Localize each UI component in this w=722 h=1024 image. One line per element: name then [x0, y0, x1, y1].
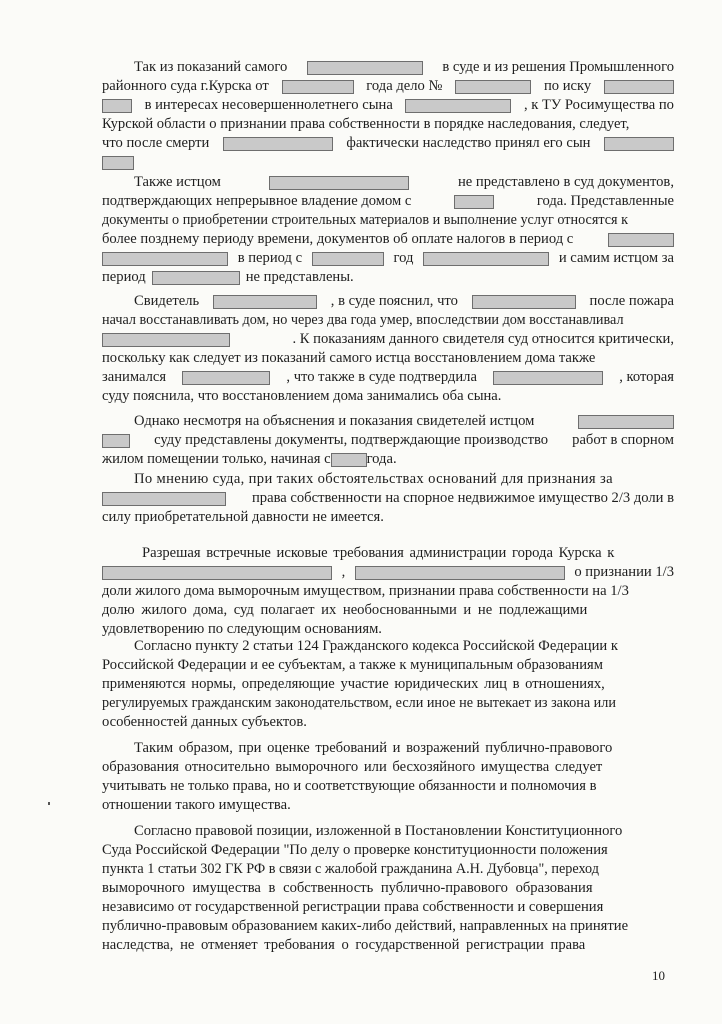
redaction-box	[604, 80, 674, 94]
text: особенностей данных субъектов.	[102, 714, 307, 730]
redaction-box	[282, 80, 354, 94]
text-line	[102, 173, 674, 192]
text-line	[102, 739, 674, 758]
text-line	[102, 211, 674, 230]
text-line	[102, 758, 674, 777]
redaction-box	[454, 195, 494, 209]
text: учитывать не только права, но и соответствующие обязанности и полномочия в	[102, 778, 597, 794]
text: в суде и из решения Промышленного	[442, 59, 674, 75]
text-line	[102, 656, 674, 675]
text: жилом помещении только, начиная с	[102, 451, 331, 467]
redaction-box	[102, 156, 134, 170]
text-line	[102, 563, 674, 582]
text: Так из показаний самого	[134, 59, 288, 75]
text-line	[102, 330, 674, 349]
text-line	[102, 450, 674, 469]
text: удовлетворению по следующим основаниям.	[102, 621, 382, 637]
text-line	[102, 292, 674, 311]
text: по иску	[543, 78, 592, 94]
text-line	[102, 249, 674, 268]
text-line	[102, 898, 674, 917]
text: Однако несмотря на объяснения и показания свидетелей истцом	[134, 413, 535, 429]
text-line	[102, 936, 674, 955]
text: работ в спорном	[572, 432, 674, 448]
text-line	[102, 268, 674, 287]
text: доли жилого дома выморочным имуществом, признании права собственности на 1/3	[102, 583, 629, 599]
paragraph-3	[102, 292, 674, 406]
redaction-box	[312, 252, 384, 266]
text: поскольку как следует из показаний самого истца восстановлением дома также	[102, 350, 596, 366]
text-line	[102, 508, 674, 527]
redaction-box	[102, 434, 130, 448]
redaction-box	[152, 271, 240, 285]
redaction-box	[423, 252, 549, 266]
text: районного суда г.Курска от	[102, 78, 269, 94]
text-line	[102, 879, 674, 898]
paragraph-5	[102, 470, 674, 527]
text-line	[102, 582, 674, 601]
text-line	[102, 675, 674, 694]
text: выморочного имущества в собственность публично-правового образования	[102, 880, 593, 896]
text-line	[102, 58, 674, 77]
text: По мнению суда, при таких обстоятельствах оснований для признания за	[134, 471, 613, 487]
text: после пожара	[589, 293, 674, 309]
text-line	[102, 115, 674, 134]
text: , что также в суде подтвердила	[286, 369, 477, 385]
paragraph-6	[102, 544, 674, 639]
text: ,	[341, 564, 346, 580]
redaction-box	[472, 295, 576, 309]
text-line	[102, 96, 674, 115]
text-line	[102, 230, 674, 249]
text: в период с	[237, 250, 303, 266]
text-line	[102, 637, 674, 656]
text: образования относительно выморочного или бесхозяйного имущества следует	[102, 759, 603, 775]
text: права собственности на спорное недвижимое имущество 2/3 доли в	[252, 490, 674, 506]
text: документы о приобретении строительных материалов и выполнение услуг относятся к	[102, 212, 629, 228]
redaction-box	[102, 566, 332, 580]
text: года дело №	[366, 78, 443, 94]
paragraph-7	[102, 637, 674, 732]
text: не представлено в суд документов,	[457, 174, 674, 190]
text-line	[102, 387, 674, 406]
text-line	[102, 77, 674, 96]
text: Курской области о признании права собственности в порядке наследования, следует,	[102, 116, 630, 132]
text: года.	[366, 451, 397, 467]
text-line	[102, 917, 674, 936]
text: что после смерти	[102, 135, 210, 151]
text: регулируемых гражданским законодательством, если иное не вытекает из закона или	[102, 695, 616, 711]
redaction-box	[182, 371, 270, 385]
text-line	[102, 713, 674, 732]
redaction-box	[355, 566, 565, 580]
text-line	[102, 412, 674, 431]
text: период	[102, 269, 146, 285]
text: фактически наследство принял его сын	[346, 135, 591, 151]
redaction-box	[223, 137, 333, 151]
text: Свидетель	[134, 293, 200, 309]
scan-speck	[48, 802, 50, 805]
redaction-box	[604, 137, 674, 151]
text: пункта 1 статьи 302 ГК РФ в связи с жалобой гражданина А.Н. Дубовца", переход	[102, 861, 599, 877]
text: Суда Российской Федерации "По делу о проверке конституционности положения	[102, 842, 608, 858]
text: публично-правовым образованием каких-либо действий, направленных на принятие	[102, 918, 629, 934]
paragraph-1	[102, 58, 674, 172]
text: Российской Федерации и ее субъектам, а также к муниципальным образованиям	[102, 657, 603, 673]
page-number: 10	[652, 968, 665, 983]
redaction-box	[102, 492, 226, 506]
text: применяются нормы, определяющие участие юридических лиц в отношениях,	[102, 676, 605, 692]
redaction-box	[405, 99, 511, 113]
text-line	[102, 694, 674, 713]
redaction-box	[102, 99, 132, 113]
text-line	[102, 153, 674, 172]
paragraph-4	[102, 412, 674, 469]
text-line	[102, 134, 674, 153]
text: и самим истцом за	[558, 250, 674, 266]
text-line	[102, 470, 674, 489]
text: год	[393, 250, 414, 266]
text: суду представлены документы, подтверждающие производство	[154, 432, 549, 448]
redaction-box	[102, 333, 230, 347]
text: более позднему периоду времени, документов об оплате налогов в период с	[102, 231, 574, 247]
text: занимался	[102, 369, 167, 385]
paragraph-9	[102, 822, 674, 955]
text-line	[102, 822, 674, 841]
text: отношении такого имущества.	[102, 797, 291, 813]
text: . К показаниям данного свидетеля суд относится критически,	[292, 331, 674, 347]
text: наследства, не отменяет требования о государственной регистрации права	[102, 937, 586, 953]
text-line	[102, 311, 674, 330]
text: силу приобретательной давности не имеется.	[102, 509, 384, 525]
text: в интересах несовершеннолетнего сына	[144, 97, 393, 113]
text-line	[102, 841, 674, 860]
text: о признании 1/3	[574, 564, 674, 580]
text-line	[102, 192, 674, 211]
text: года. Представленные	[536, 193, 674, 209]
redaction-box	[455, 80, 531, 94]
text: , которая	[619, 369, 674, 385]
text: долю жилого дома, суд полагает их необоснованными и не подлежащими	[102, 602, 588, 618]
redaction-box	[608, 233, 674, 247]
paragraph-2	[102, 173, 674, 287]
text: Согласно пункту 2 статьи 124 Гражданского кодекса Российской Федерации к	[134, 638, 618, 654]
text: суду пояснила, что восстановлением дома занимались оба сына.	[102, 388, 502, 404]
redaction-box	[493, 371, 603, 385]
text: , к ТУ Росимущества по	[523, 97, 674, 113]
text-line	[102, 777, 674, 796]
redaction-box	[102, 252, 228, 266]
paragraph-8	[102, 739, 674, 815]
redaction-box	[578, 415, 674, 429]
text: Таким образом, при оценке требований и возражений публично-правового	[134, 740, 613, 756]
text-line	[102, 368, 674, 387]
text-line	[102, 431, 674, 450]
redaction-box	[331, 453, 367, 467]
text: Согласно правовой позиции, изложенной в Постановлении Конституционного	[134, 823, 623, 839]
text: независимо от государственной регистрации права собственности и совершения	[102, 899, 604, 915]
text: подтверждающих непрерывное владение домом с	[102, 193, 412, 209]
text: Также истцом	[134, 174, 221, 190]
text: Разрешая встречные исковые требования администрации города Курска к	[142, 545, 615, 561]
text: , в суде пояснил, что	[330, 293, 458, 309]
text: начал восстанавливать дом, но через два года умер, впоследствии дом восстанавливал	[102, 312, 624, 328]
text-line	[102, 601, 674, 620]
text-line	[102, 489, 674, 508]
text-line	[102, 860, 674, 879]
redaction-box	[213, 295, 317, 309]
text-line	[102, 796, 674, 815]
text-line	[102, 544, 674, 563]
redaction-box	[307, 61, 423, 75]
redaction-box	[269, 176, 409, 190]
text-line	[102, 349, 674, 368]
text: не представлены.	[245, 269, 354, 285]
